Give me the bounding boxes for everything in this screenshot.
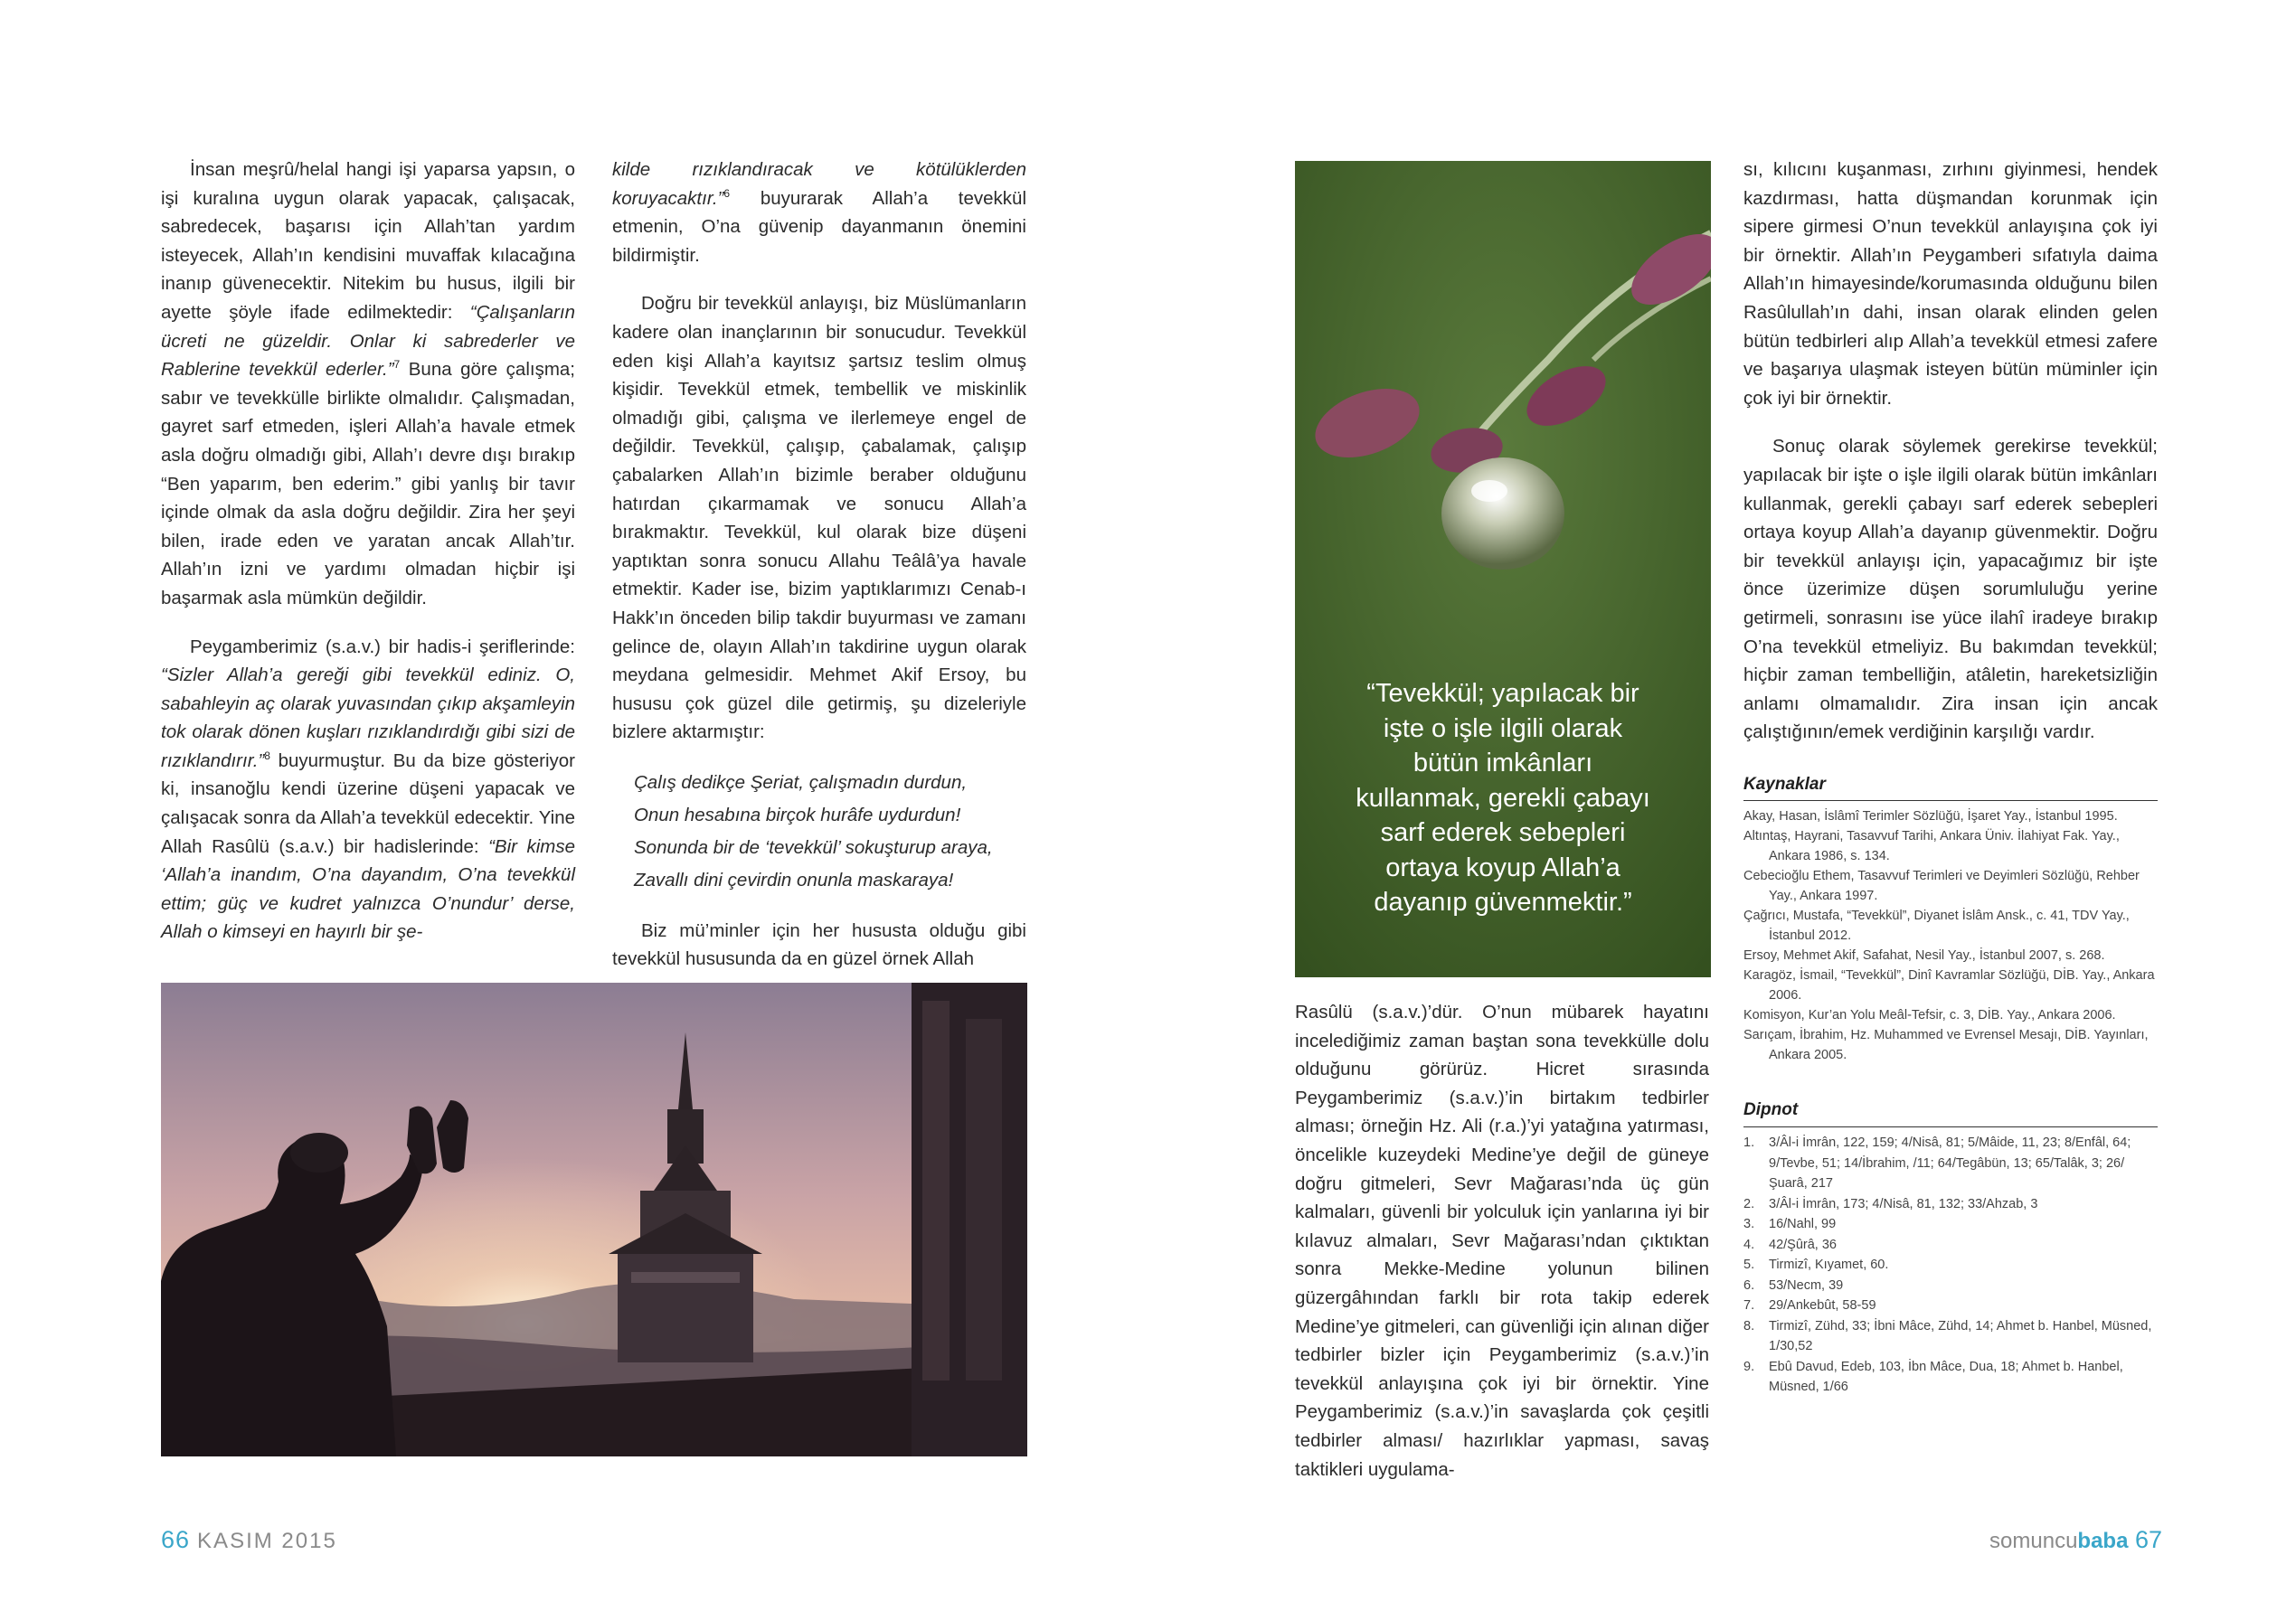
- right-page-footer: [1989, 1526, 2162, 1554]
- article-column-3: [1295, 998, 1709, 1484]
- list-item: Karagöz, İsmail, “Tevekkül”, Dinî Kavramlar Sözlüğü, DİB. Yay., Ankara 2006.: [1743, 968, 2155, 1004]
- paragraph: Rasûlü (s.a.v.)’dür. O’nun mübarek hayatını incelediğimiz zaman baştan sona tevekkülle dolu olduğunu görürüz. Hicret sırasında Peygamberimiz (s.a.v.)’in birtakım tedbirler alması; örneğin Hz. Ali (r.a.)’yi yatağına yatırması, öncelikle kuzeydeki Medine’ye değil de güneye doğru gitmeleri, Sevr Mağarası’nda üç gün kalmaları, güvenli bir yolculuk için yanlarına iyi bir kılavuz almaları, Sevr Mağarası’ndan çıktıktan sonra Mekke-Medine yolunun bilinen güzergâhından farklı bir rota takip ederek Medine’ye gitmeleri, can güvenliği için alınan diğer tedbirler bizler için Peygamberimiz (s.a.v.)’in tevekkül anlayışına çok iyi bir örnektir. Yine Peygamberimiz (s.a.v.)’in savaşlarda çok çeşitli tedbirler alması/ hazırlıklar yapması, savaş taktikleri uygulama-: [1295, 1002, 1709, 1480]
- poem-line: Çalış dedikçe Şeriat, çalışmadın durdun,: [634, 771, 968, 793]
- footnote-ref: 6: [723, 186, 731, 200]
- brand-logo-part: somuncu: [1989, 1529, 2078, 1553]
- list-item: Cebecioğlu Ethem, Tasavvuf Terimleri ve Deyimleri Sözlüğü, Rehber Yay., Ankara 1997.: [1743, 869, 2140, 904]
- poem-line: Sonunda bir de ‘tevekkül’ sokuşturup araya,: [634, 836, 993, 858]
- prayer-illustration: [161, 983, 1027, 1456]
- list-item: 7. 29/Ankebût, 58-59: [1743, 1298, 1876, 1314]
- paragraph: Biz mü’minler için her hususta olduğu gibi tevekkül hususunda da en güzel örnek Allah: [612, 919, 1026, 970]
- paragraph: İnsan meşrû/helal hangi işi yaparsa yapsın, o işi kuralına uygun olarak yapacak, çalışacak, sabredecek, başarısı için Allah’tan yardım isteyecek, Allah’ın kendisini muvaffak kılacağına inanıp güvenecektir. Nitekim bu husus, ilgili bir ayette şöyle ifade edilmektedir: “Çalışanların ücreti ne güzeldir. Onlar ki sabrederler ve Rablerine tevekkül ederler.”$^7$ Buna göre çalışma; sabır ve tevekkülle birlikte olmalıdır. Çalışmadan, gayret sarf etmeden, işleri Allah’a havale etmek asla doğru olmadığı gibi, Allah’ı devre dışı bırakıp “Ben yaparım, ben ederim.” gibi yanlış bir tavır içinde olmak da asla doğru değildir. Zira her şeyi bilen, irade eden ve yaratan ancak Allah’tır. Allah’ın izni ve yardımı olmadan hiçbir işi başarmak asla mümkün değildir.: [161, 159, 575, 608]
- page-number: 66: [161, 1526, 191, 1553]
- list-item: 6. 53/Necm, 39: [1743, 1277, 1844, 1293]
- list-item: Altıntaş, Hayrani, Tasavvuf Tarihi, Ankara Üniv. İlahiyat Fak. Yay., Ankara 1986, s. 134.: [1743, 829, 2120, 864]
- list-item: Çağrıcı, Mustafa, “Tevekkül”, Diyanet İslâm Ansk., c. 41, TDV Yay., İstanbul 2012.: [1743, 909, 2130, 944]
- paragraph: sı, kılıcını kuşanması, zırhını giyinmesi, hendek kazdırması, hatta düşmandan korunmak için sipere girmesi O’nun tevekkül anlayışına çok iyi bir örnektir. Allah’ın Peygamberi sıfatıyla daima Allah’ın himayesinde/korumasında olduğunu bilen Rasûlullah’ın dahi, insan olarak elinden gelen bütün tedbirleri alıp Allah’a tevekkül etmesi zafere ve başarıya ulaşmak isteyen bütün müminler için çok iyi bir örnektir.: [1743, 159, 2158, 409]
- list-item: 9. Ebû Davud, Edeb, 103, İbn Mâce, Dua, 18; Ahmet b. Hanbel, Müsned, 1/66: [1743, 1359, 2123, 1395]
- footnotes-list: [1743, 1133, 2158, 1398]
- footnotes-heading: Dipnot: [1743, 1096, 2158, 1127]
- poem-line: Onun hesabına birçok hurâfe uydurdun!: [634, 804, 961, 825]
- brand-logo-part: baba: [2077, 1529, 2129, 1553]
- paragraph: Sonuç olarak söylemek gerekirse tevekkül; yapılacak bir işte o işle ilgili olarak bütün imkânları kullanmak, gerekli çabayı sarf ederek sebepleri ortaya koyup Allah’a dayanıp güvenmektir. Doğru bir tevekkül anlayışı için, yapacağımız bir işte önce üzerimize düşen sorumluluğu yerine getirmeli, sonrasını ise yüce ilahî iradeye bırakıp O’na tevekkül etmeliyiz. Bu bakımdan tevekkül; hiçbir zaman tembelliğin, atâletin, hareketsizliğin anlamı olmamalıdır. Zira insan için ancak çalıştığının/emek verdiğinin karşılığı vardır.: [1743, 436, 2158, 743]
- list-item: Komisyon, Kur’an Yolu Meâl-Tefsir, c. 3, DİB. Yay., Ankara 2006.: [1743, 1008, 2116, 1023]
- paragraph: kilde rızıklandıracak ve kötülüklerden koruyacaktır.”$^6$ buyurarak Allah’a tevekkül etmenin, O’na güvenip dayanmanın önemini bildirmiştir.: [612, 159, 1026, 266]
- waterdrop-quote-box: [1295, 161, 1711, 977]
- left-page-footer: [161, 1526, 337, 1554]
- pull-quote: “Tevekkül; yapılacak bir işte o işle ilgili olarak bütün imkânları kullanmak, gerekli çabayı sarf ederek sebepleri ortaya koyup Allah’a dayanıp güvenmektir.”: [1356, 679, 1650, 917]
- article-column-4: [1743, 155, 2158, 1398]
- poem: [634, 767, 1026, 897]
- list-item: Ersoy, Mehmet Akif, Safahat, Nesil Yay., İstanbul 2007, s. 268.: [1743, 948, 2105, 964]
- article-column-2: [612, 155, 1026, 974]
- list-item: 8. Tirmizî, Zühd, 33; İbni Mâce, Zühd, 14; Ahmet b. Hanbel, Müsned, 1/30,52: [1743, 1318, 2152, 1354]
- list-item: 4. 42/Şûrâ, 36: [1743, 1237, 1837, 1252]
- prayer-photo: [161, 983, 1027, 1456]
- list-item: 5. Tirmizî, Kıyamet, 60.: [1743, 1258, 1889, 1273]
- list-item: 2. 3/Âl-i İmrân, 173; 4/Nisâ, 81, 132; 33/Ahzab, 3: [1743, 1196, 2038, 1211]
- quote-text: “Bir kimse ‘Allah’a inandım, O’na dayandım, O’na tevekkül ettim; güç ve kudret yalnızca O’nundur’ derse, Allah o kimseyi en hayırlı bir şe-: [161, 835, 575, 943]
- quote-text: kilde rızıklandıracak ve kötülüklerden koruyacaktır.”: [612, 159, 1026, 209]
- paragraph: Doğru bir tevekkül anlayışı, biz Müslümanların kadere olan inançlarının bir sonucudur. Tevekkül eden kişi Allah’a kayıtsız şartsız teslim olmuş kişidir. Tevekkül etmek, tembellik ve miskinlik olmadığı gibi, çalışma ve ilerlemeye engel de değildir. Tevekkül, çalışıp, çabalamak, çalışıp çabalarken Allah’ın bizimle beraber olduğunu hatırdan çıkarmamak ve sonucu Allah’a bırakmaktır. Tevekkül, kul olarak bize düşeni yaptıktan sonra sonucu Allahu Teâlâ’ya havale etmektir. Kader ise, bizim yaptıklarımızı Cenab-ı Hakk’ın önceden bilip takdir buyurması ve zamanı gelince de, olayın Allah’ın takdirine uygun olarak meydana gelmesidir. Mehmet Akif Ersoy, bu hususu çok güzel dile getirmiş, şu dizeleriyle bizlere aktarmıştır:: [612, 293, 1026, 743]
- paragraph: Peygamberimiz (s.a.v.) bir hadis-i şeriflerinde: “Sizler Allah’a gereği gibi tevekkül ediniz. O, sabahleyin aç olarak yuvasından çıkıp akşamleyin tok olarak dönen kuşları rızıklandırdığı gibi sizi de rızıklandırır.”$^8$ buyurmuştur. Bu da bize gösteriyor ki, insanoğlu kendi üzerine düşeni yapacak ve çalışacak sonra da Allah’a tevekkül edecektir. Yine Allah Rasûlü (s.a.v.) bir hadislerinde: “Bir kimse ‘Allah’a inandım, O’na dayandım, O’na tevekkül ettim; güç ve kudret yalnızca O’nundur’ derse, Allah o kimseyi en hayırlı bir şe-: [161, 636, 575, 943]
- footnote-ref: 7: [393, 358, 401, 372]
- sources-list: [1743, 806, 2158, 1065]
- list-item: Akay, Hasan, İslâmî Terimler Sözlüğü, İşaret Yay., İstanbul 1995.: [1743, 809, 2118, 825]
- article-column-1: [161, 155, 575, 947]
- sources-heading: Kaynaklar: [1743, 770, 2158, 802]
- list-item: 1. 3/Âl-i İmrân, 122, 159; 4/Nisâ, 81; 5/Mâide, 11, 23; 8/Enfâl, 64; 9/Tevbe, 51; 14/İbrahim, /11; 64/Tegâbün, 13; 65/Talâk, 3; 26/Şuarâ, 217: [1743, 1136, 2131, 1192]
- poem-line: Zavallı dini çevirdin onunla maskaraya!: [634, 869, 954, 891]
- list-item: Sarıçam, İbrahim, Hz. Muhammed ve Evrensel Mesajı, DİB. Yayınları, Ankara 2005.: [1743, 1028, 2149, 1063]
- page-number: 67: [2134, 1526, 2162, 1553]
- list-item: 3. 16/Nahl, 99: [1743, 1217, 1837, 1232]
- issue-date: KASIM 2015: [197, 1529, 337, 1553]
- quote-text: “Sizler Allah’a gereği gibi tevekkül ediniz. O, sabahleyin aç olarak yuvasından çıkıp akşamleyin tok olarak dönen kuşları rızıklandırdığı gibi sizi de rızıklandırır.”: [161, 664, 575, 771]
- quote-text: “Çalışanların ücreti ne güzeldir. Onlar ki sabrederler ve Rablerine tevekkül ederler.”: [161, 301, 575, 381]
- footnote-ref: 8: [264, 749, 270, 763]
